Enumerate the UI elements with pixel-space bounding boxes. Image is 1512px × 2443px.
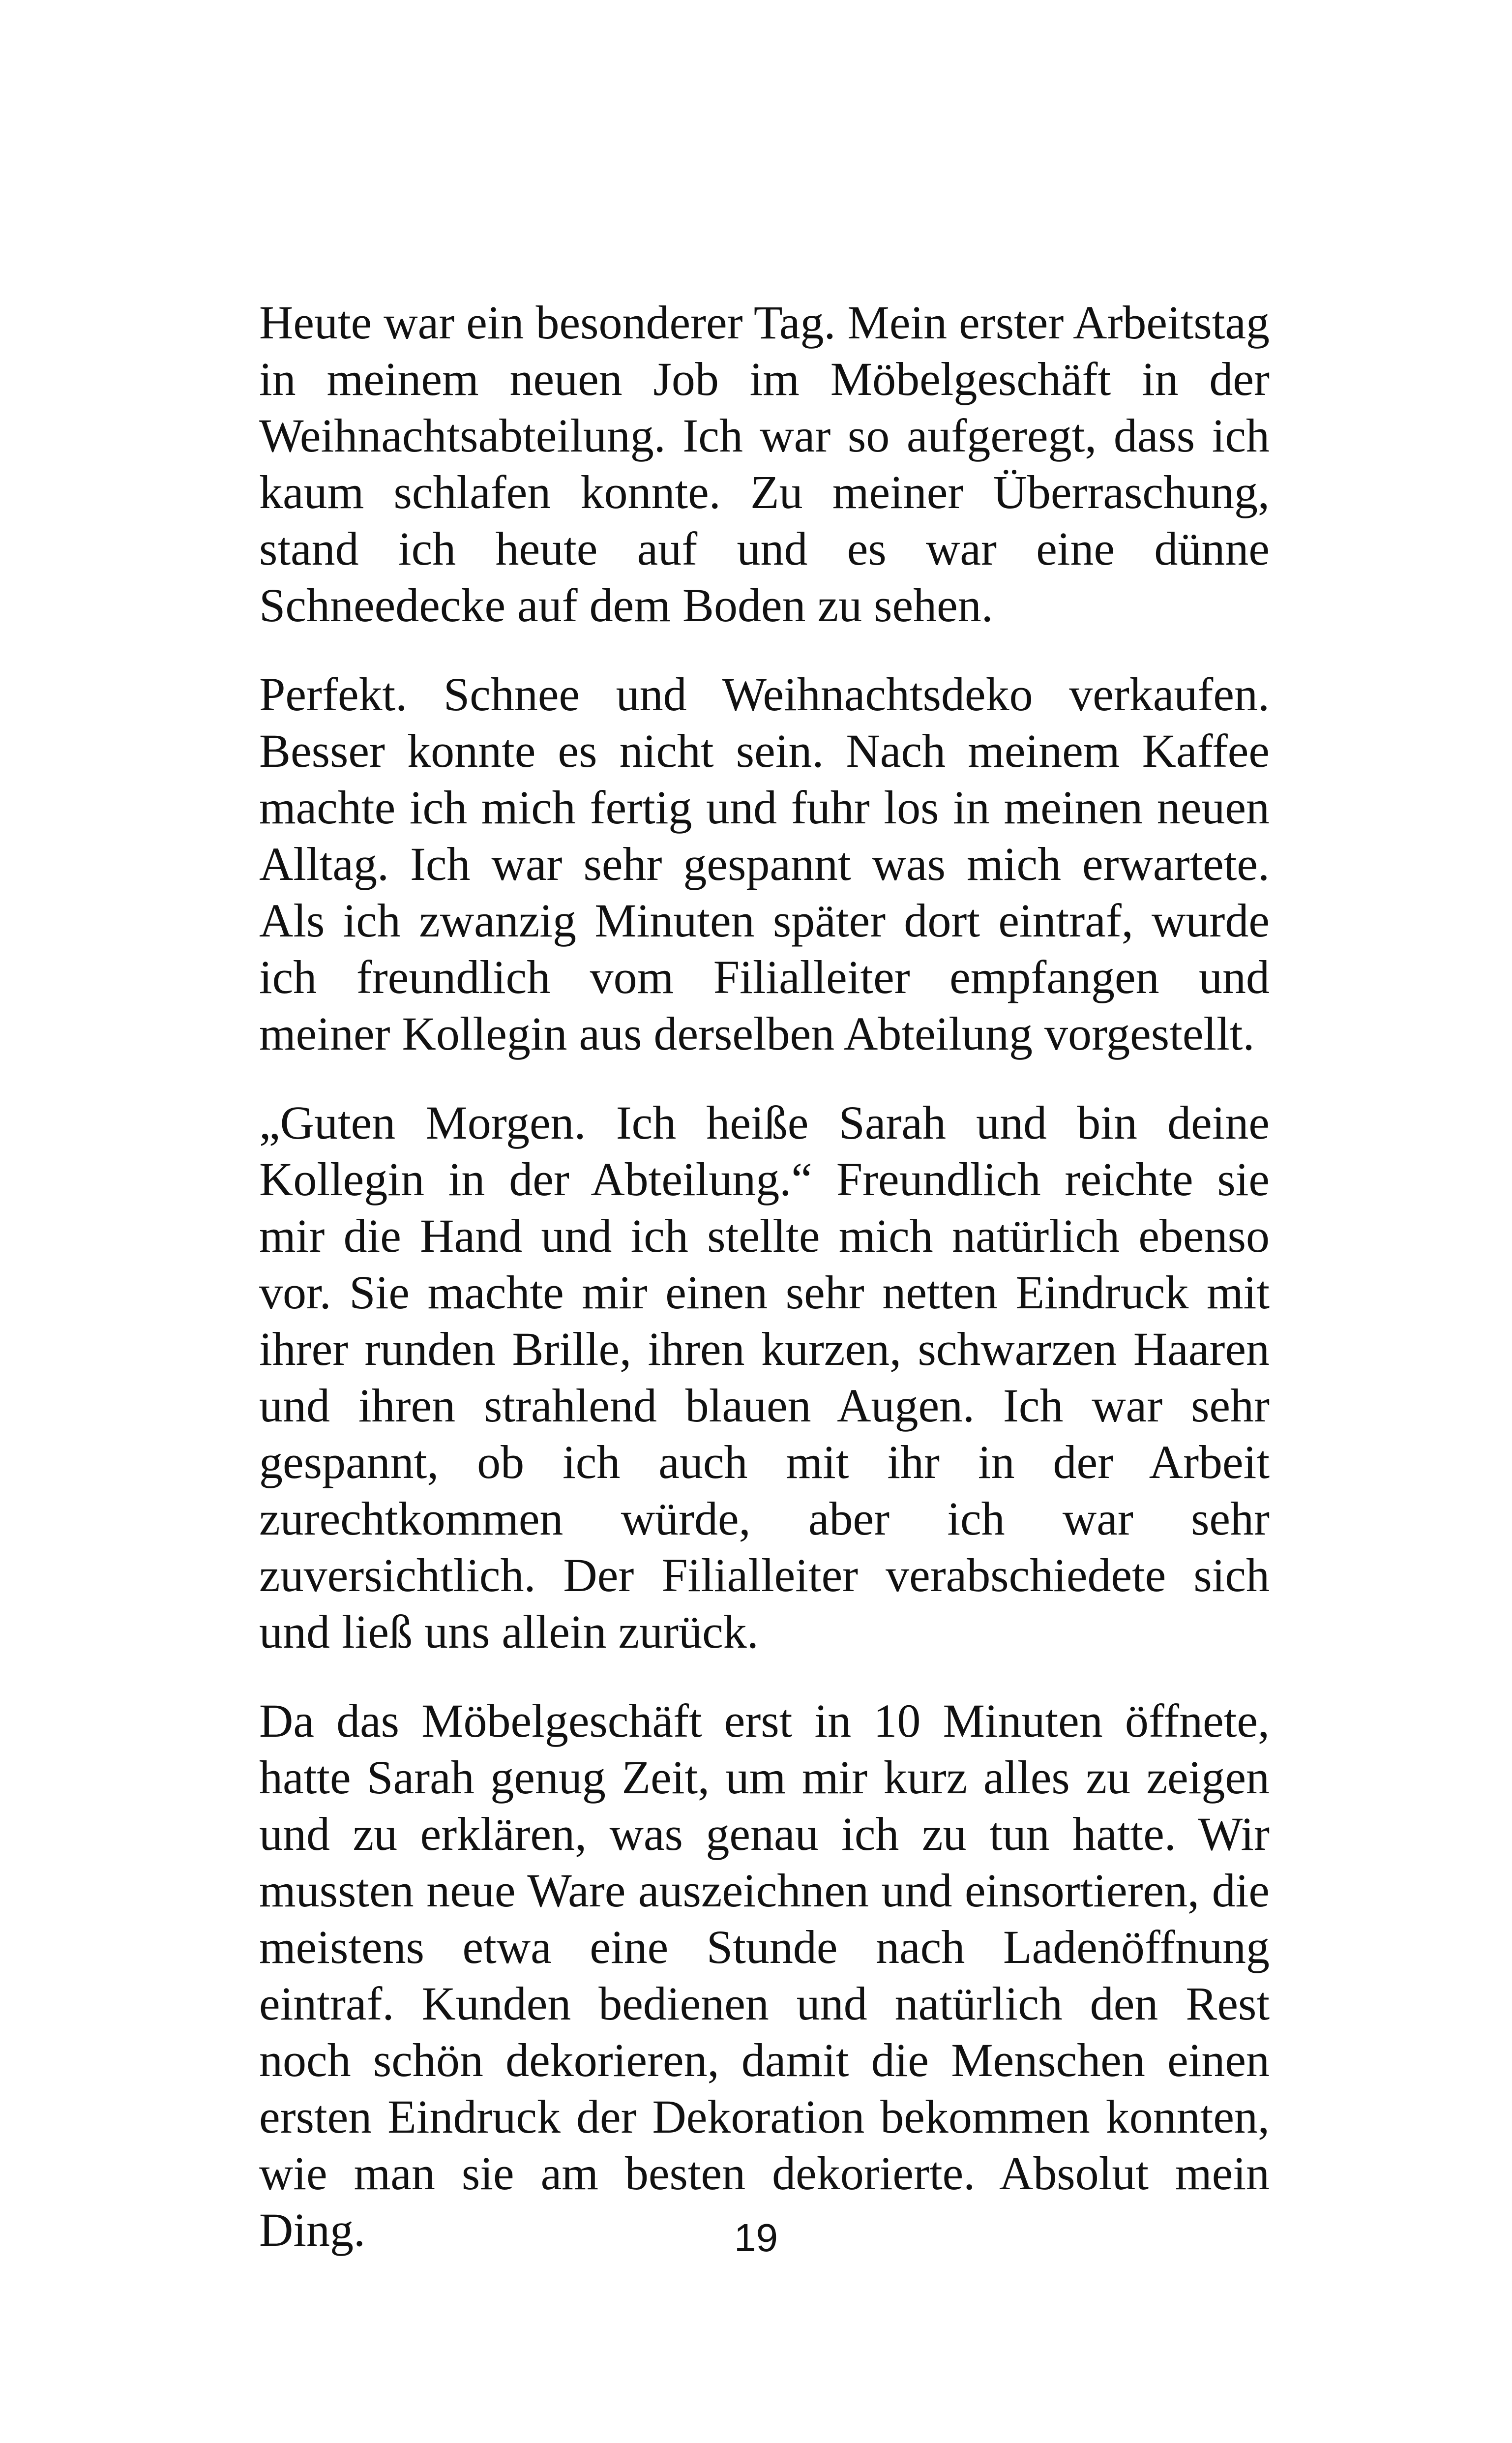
paragraph-3: „Guten Morgen. Ich heiße Sarah und bin deine Kollegin in der Abteilung.“ Freundlich reichte sie mir die Hand und ich stellte mich natürlich ebenso vor. Sie machte mir einen sehr netten Eindruck mit ihrer runden Brille, ihren kurzen, schwarzen Haaren und ihren strahlend blauen Augen. Ich war sehr gespannt, ob ich auch mit ihr in der Arbeit zurechtkommen würde, aber ich war sehr zuversichtlich. Der Filialleiter verabschiedete sich und ließ uns allein zurück. xyxy=(259,1096,1270,1658)
paragraph-4: Da das Möbelgeschäft erst in 10 Minuten öffnete, hatte Sarah genug Zeit, um mir kurz alles zu zeigen und zu erklären, was genau ich zu tun hatte. Wir mussten neue Ware auszeichnen und einsortieren, die meistens etwa eine Stunde nach Ladenöffnung eintraf. Kunden bedienen und natürlich den Rest noch schön dekorieren, damit die Menschen einen ersten Eindruck der Dekoration bekommen konnten, wie man sie am besten dekorierte. Absolut mein Ding. xyxy=(259,1694,1270,2256)
page-number: 19 xyxy=(734,2216,778,2260)
paragraph-1: Heute war ein besonderer Tag. Mein erster Arbeitstag in meinem neuen Job im Möbelgeschäft in der Weihnachtsabteilung. Ich war so aufgeregt, dass ich kaum schlafen konnte. Zu meiner Überraschung, stand ich heute auf und es war eine dünne Schneedecke auf dem Boden zu sehen. xyxy=(259,296,1270,632)
body-text xyxy=(259,294,1270,2291)
paragraph-2: Perfekt. Schnee und Weihnachtsdeko verkaufen. Besser konnte es nicht sein. Nach meinem Kaffee machte ich mich fertig und fuhr los in meinen neuen Alltag. Ich war sehr gespannt was mich erwartete. Als ich zwanzig Minuten später dort eintraf, wurde ich freundlich vom Filialleiter empfangen und meiner Kollegin aus derselben Abteilung vorgestellt. xyxy=(259,668,1270,1060)
